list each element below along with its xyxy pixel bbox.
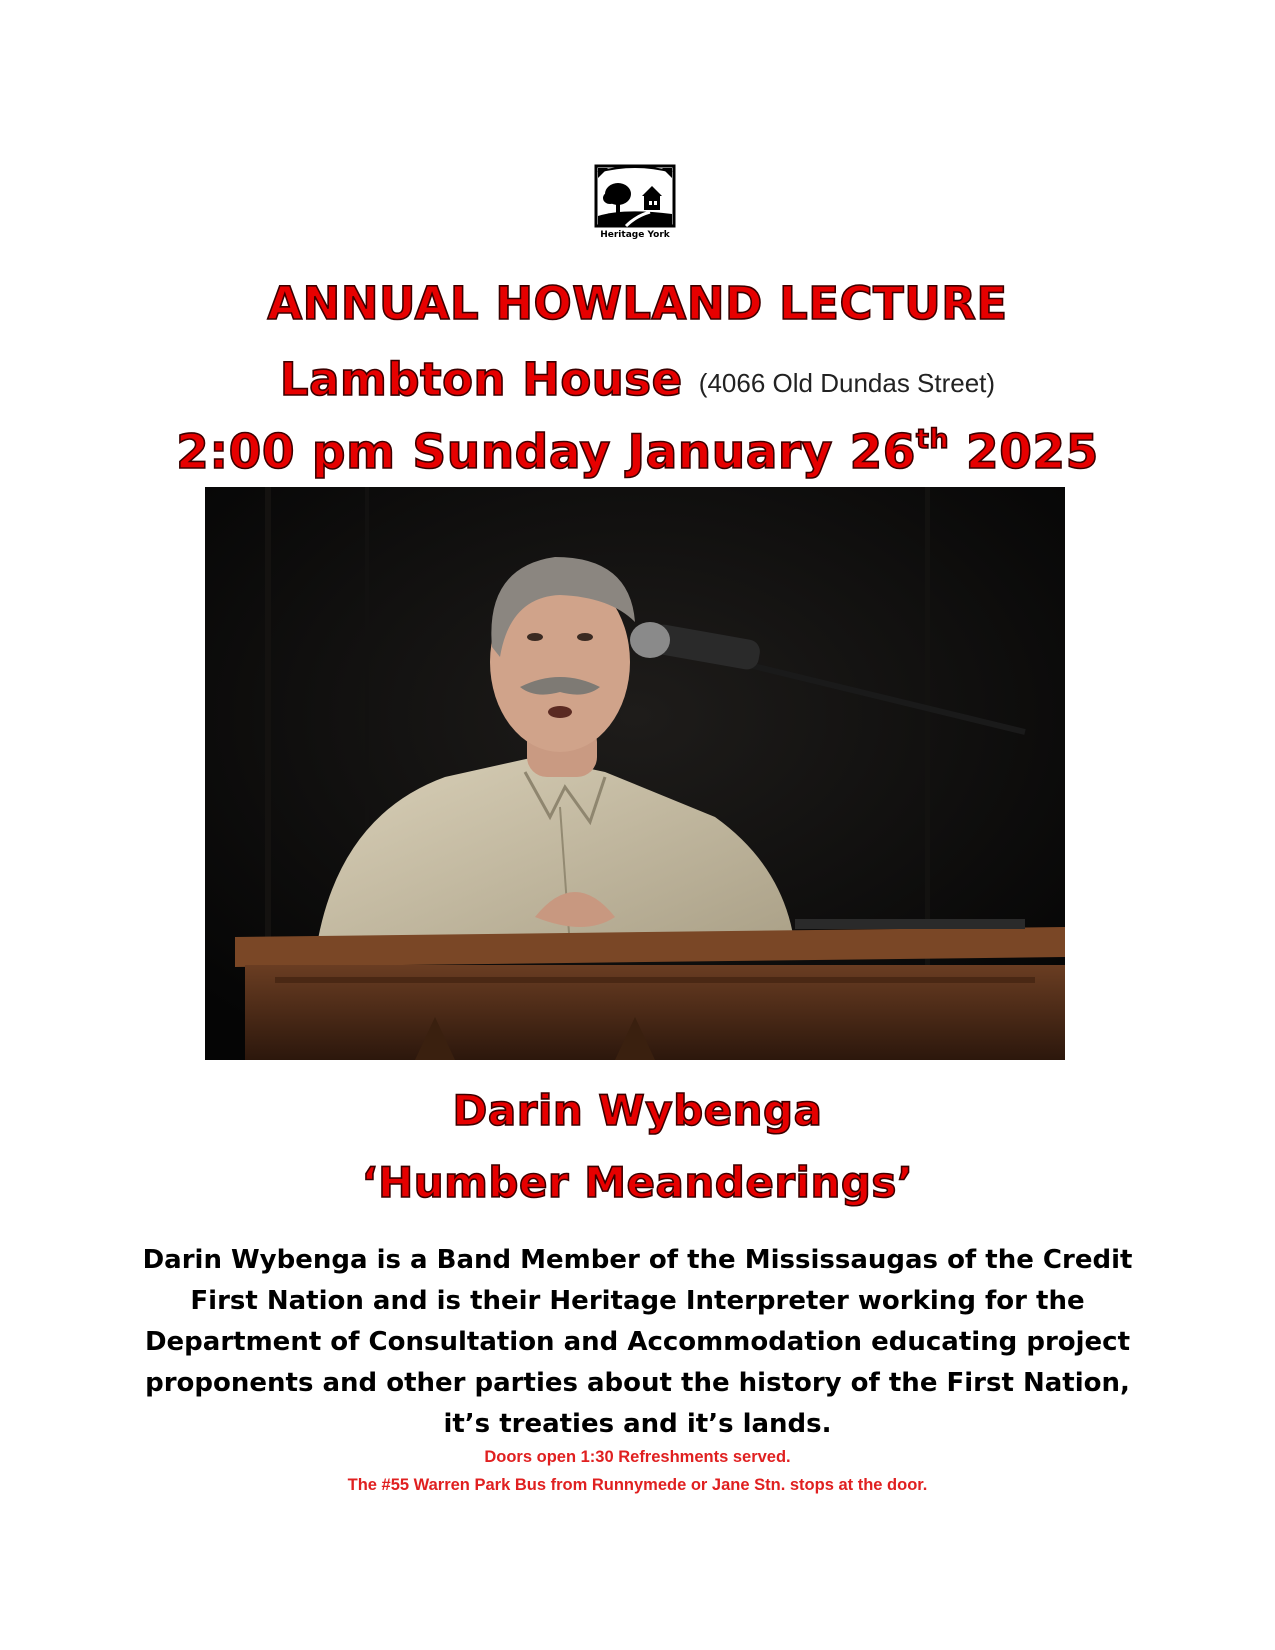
heritage-york-logo-icon — [594, 164, 676, 230]
lecture-title: ANNUAL HOWLAND LECTURE — [267, 277, 1008, 330]
date-prefix: 2:00 pm Sunday January 26 — [176, 425, 917, 480]
logo-label: Heritage York — [600, 230, 670, 240]
talk-title: ‘Humber Meanderings’ — [361, 1158, 914, 1207]
venue-line — [0, 353, 1275, 406]
doors-note: Doors open 1:30 Refreshments served. — [484, 1448, 791, 1466]
venue-address: (4066 Old Dundas Street) — [698, 368, 996, 398]
speaker-bio: Darin Wybenga is a Band Member of the Mississaugas of the Credit First Nation and is their Heritage Interpreter working for the Department of Consultation and Accommodation educating project proponents and other parties about the history of the First Nation, it’s treaties and it’s lands. — [142, 1245, 1133, 1439]
date-ordinal-suffix: th — [916, 424, 950, 455]
heritage-york-logo — [594, 164, 676, 244]
speaker-at-podium-photo — [205, 487, 1065, 1060]
date-year: 2025 — [949, 425, 1099, 480]
bus-note: The #55 Warren Park Bus from Runnymede or Jane Stn. stops at the door. — [347, 1476, 928, 1494]
venue-name: Lambton House — [279, 353, 683, 406]
speaker-name: Darin Wybenga — [452, 1086, 823, 1135]
speaker-photo — [205, 487, 1065, 1060]
event-date — [0, 424, 1275, 480]
